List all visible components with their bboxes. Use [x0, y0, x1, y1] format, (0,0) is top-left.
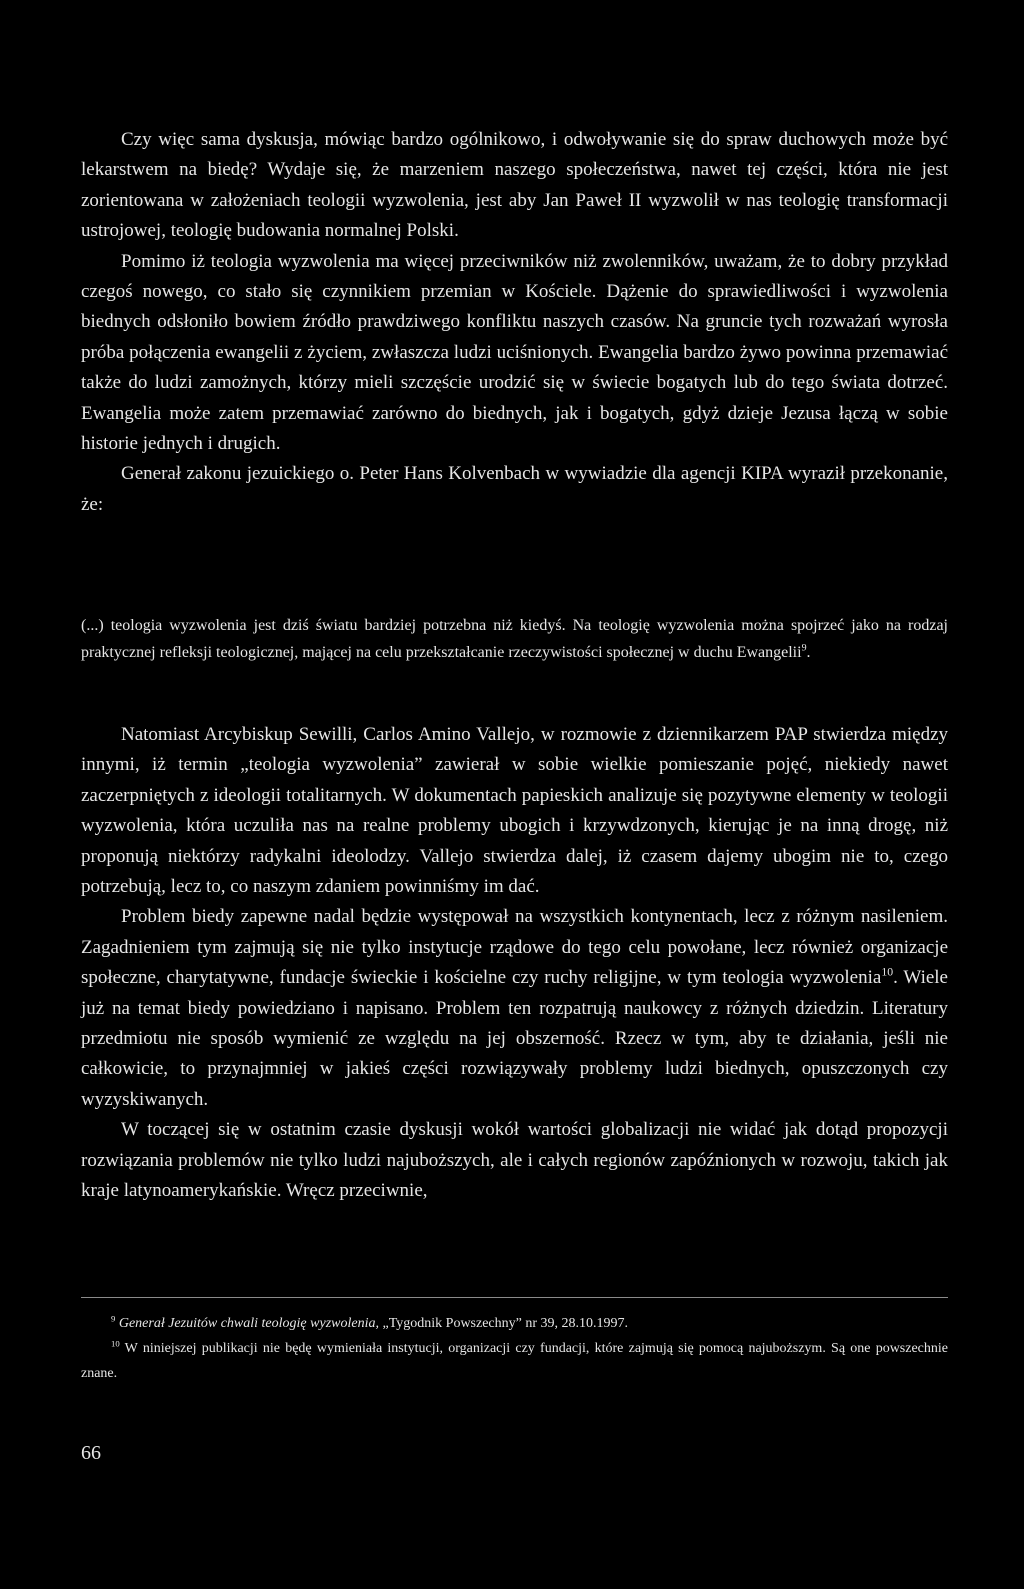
quote-end: . [806, 644, 811, 661]
main-text-top [81, 125, 948, 520]
footnote-text: W niniejszej publikacji nie będę wymieniała instytucji, organizacji czy fundacji, które zajmują się pomocą najuboższym. Są one powszechnie znane. [81, 1341, 948, 1381]
paragraph: Czy więc sama dyskusja, mówiąc bardzo ogólnikowo, i odwoływanie się do spraw duchowych może być lekarstwem na biedę? Wydaje się, że marzeniem naszego społeczeństwa, nawet tej części, która nie jest zorientowana w założeniach teologii wyzwolenia, jest aby Jan Paweł II wyzwolił w nas teologię transformacji ustrojowej, teologię budowania normalnej Polski. [81, 129, 948, 242]
footnote-number: 10 [111, 1338, 120, 1349]
paragraph: Generał zakonu jezuickiego o. Peter Hans Kolvenbach w wywiadzie dla agencji KIPA wyraził przekonanie, że: [81, 463, 948, 515]
block-quote [81, 612, 948, 666]
quote-text: (...) teologia wyzwolenia jest dziś światu bardziej potrzebna niż kiedyś. Na teologię wyzwolenia można spojrzeć jako na rodzaj praktycznej refleksji teologicznej, mającej na celu przekształcanie rzeczywistości społecznej w duchu Ewangelii [81, 617, 948, 661]
footnote-divider [81, 1297, 948, 1298]
paragraph [81, 902, 948, 1115]
paragraph-text: . Wiele już na temat biedy powiedziano i napisano. Problem ten rozpatrują naukowcy z różnych dziedzin. Literatury przedmiotu nie sposób wymienić ze względu na jej obszerność. Rzecz w tym, aby te działania, jeśli nie całkowicie, to przynajmniej w jakieś części rozwiązywały problemy ludzi biednych, opuszczonych czy wyzyskiwanych. [81, 967, 948, 1110]
footnote-ref: 9 [801, 642, 807, 654]
paragraph: W toczącej się w ostatnim czasie dyskusji wokół wartości globalizacji nie widać jak dotąd propozycji rozwiązania problemów nie tylko ludzi najuboższych, ale i całych regionów zapóźnionych w rozwoju, takich jak kraje latynoamerykańskie. Wręcz przeciwnie, [81, 1119, 948, 1202]
footnote-text: „Tygodnik Powszechny” nr 39, 28.10.1997. [378, 1316, 629, 1331]
quote-paragraph [81, 612, 948, 666]
footnote-ref: 10 [881, 965, 894, 979]
main-text-bottom [81, 720, 948, 1207]
paragraph: Natomiast Arcybiskup Sewilli, Carlos Amino Vallejo, w rozmowie z dziennikarzem PAP stwierdza między innymi, iż termin „teologia wyzwolenia” zawierał w sobie wielkie pomieszanie pojęć, niekiedy nawet zaczerpniętych z ideologii totalitarnych. W dokumentach papieskich analizuje się pozytywne elementy w teologii wyzwolenia, która uczuliła nas na realne problemy ubogich i krzywdzonych, kierując je na inną drogę, niż proponują niektórzy radykalni ideolodzy. Vallejo stwierdza dalej, iż czasem dajemy ubogim nie to, czego potrzebują, lecz to, co naszym zdaniem powinniśmy im dać. [81, 724, 948, 898]
footnote-number: 9 [111, 1313, 116, 1324]
page-number: 66 [81, 1442, 101, 1464]
footnote [81, 1336, 948, 1386]
footnote-title: Generał Jezuitów chwali teologię wyzwolenia, [118, 1316, 379, 1331]
footnotes [81, 1311, 948, 1386]
paragraph-text: Problem biedy zapewne nadal będzie występował na wszystkich kontynentach, lecz z różnym nasileniem. Zagadnieniem tym zajmują się nie tylko instytucje rządowe do tego celu powołane, lecz również organizacje społeczne, charytatywne, fundacje świeckie i kościelne czy ruchy religijne, w tym teologia wyzwolenia [81, 906, 948, 989]
paragraph: Pomimo iż teologia wyzwolenia ma więcej przeciwników niż zwolenników, uważam, że to dobry przykład czegoś nowego, co stało się czynnikiem przemian w Kościele. Dążenie do sprawiedliwości i wyzwolenia biednych odsłoniło bowiem źródło prawdziwego konfliktu naszych czasów. Na gruncie tych rozważań wyrosła próba połączenia ewangelii z życiem, zwłaszcza ludzi uciśnionych. Ewangelia bardzo żywo powinna przemawiać także do ludzi zamożnych, którzy mieli szczęście urodzić się w świecie bogatych lub do tego świata dotrzeć. Ewangelia może zatem przemawiać zarówno do biednych, jak i bogatych, gdyż dzieje Jezusa łączą w sobie historie jednych i drugich. [81, 250, 948, 455]
footnote [81, 1311, 948, 1336]
